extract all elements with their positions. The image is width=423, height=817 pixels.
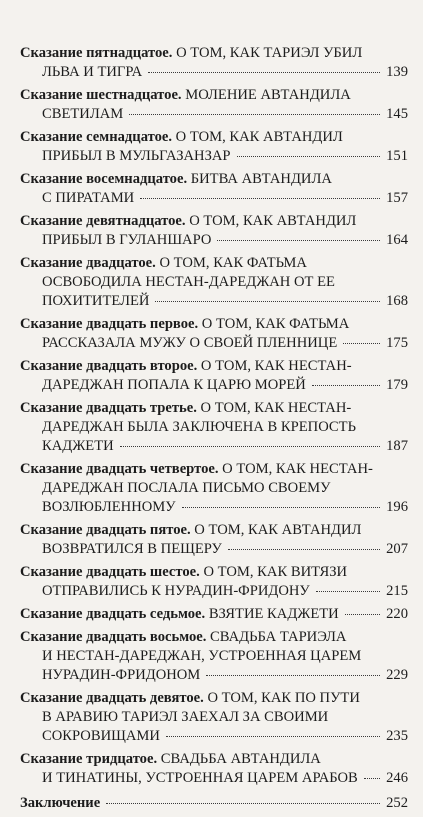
toc-entry-label: Сказание двадцать девятое. (20, 690, 204, 706)
toc-entry-label: Сказание двадцать пятое. (20, 522, 191, 538)
toc-entry-line (20, 105, 408, 124)
toc-entry-title: И НЕСТАН-ДАРЕДЖАН, УСТРОЕННАЯ ЦАРЕМ (42, 648, 362, 664)
toc-entry-title: СВАДЬБА АВТАНДИЛА (160, 751, 321, 767)
toc-entry[interactable] (20, 254, 408, 311)
toc-entry-line (20, 86, 408, 105)
toc-entry-title: ДАРЕДЖАН ПОСЛАЛА ПИСЬМО СВОЕМУ (42, 480, 331, 496)
toc-entry-title: О ТОМ, КАК ФАТЬМА (201, 316, 350, 332)
toc-entry-line (20, 44, 408, 63)
page-number: 196 (386, 499, 408, 515)
toc-entry[interactable] (20, 315, 408, 353)
toc-entry-label: Сказание девятнадцатое. (20, 213, 186, 229)
toc-entry-title: ОТПРАВИЛИСЬ К НУРАДИН-ФРИДОНУ (42, 583, 310, 599)
toc-entry-title: О ТОМ, КАК ФАТЬМА (159, 255, 307, 271)
toc-entry[interactable] (20, 563, 408, 601)
toc-entry-title: ДАРЕДЖАН ПОПАЛА К ЦАРЮ МОРЕЙ (42, 377, 306, 393)
toc-entry-title: О ТОМ, КАК НЕСТАН- (200, 400, 352, 416)
page-number: 187 (386, 438, 408, 454)
toc-entry-line (20, 315, 408, 334)
toc-entry[interactable] (20, 212, 408, 250)
toc-entry-line (20, 147, 408, 166)
toc-entry-line (20, 605, 408, 624)
toc-entry-label: Сказание двадцать четвертое. (20, 461, 219, 477)
dot-leader (166, 736, 380, 737)
toc-entry-title: ОСВОБОДИЛА НЕСТАН-ДАРЕДЖАН ОТ ЕЕ (42, 274, 335, 290)
toc-entry[interactable] (20, 628, 408, 685)
toc-entry-line (20, 521, 408, 540)
toc-entry-line (20, 292, 408, 311)
toc-entry[interactable] (20, 128, 408, 166)
toc-entry[interactable] (20, 521, 408, 559)
toc-entry-title: ПРИБЫЛ В МУЛЬГАЗАНЗАР (42, 148, 231, 164)
toc-entry-title: СОКРОВИЩАМИ (42, 728, 160, 744)
toc-entry-line (20, 189, 408, 208)
dot-leader (237, 156, 381, 157)
page-number: 215 (386, 583, 408, 599)
toc-entry-label: Сказание двадцать шестое. (20, 564, 200, 580)
toc-entry-line (20, 708, 408, 727)
toc-entry-title: СВЕТИЛАМ (42, 106, 124, 122)
page-number: 145 (386, 106, 408, 122)
toc-entry-line (20, 563, 408, 582)
toc-entry-label: Сказание шестнадцатое. (20, 87, 182, 103)
toc-entry-line (20, 647, 408, 666)
dot-leader (217, 240, 380, 241)
dot-leader (228, 549, 380, 550)
toc-entry-title: НУРАДИН-ФРИДОНОМ (42, 667, 201, 683)
toc-entry[interactable] (20, 689, 408, 746)
page-number: 207 (386, 541, 408, 557)
dot-leader (120, 446, 380, 447)
toc-entry-title: О ТОМ, КАК ВИТЯЗИ (203, 564, 348, 580)
dot-leader (312, 385, 380, 386)
dot-leader (148, 72, 380, 73)
toc-entry-line (20, 63, 408, 82)
toc-entry-label: Сказание двадцать восьмое. (20, 629, 207, 645)
toc-entry-title: ВЗЯТИЕ КАДЖЕТИ (208, 606, 339, 622)
toc-entry-title: ПРИБЫЛ В ГУЛАНШАРО (42, 232, 212, 248)
toc-entry-title: МОЛЕНИЕ АВТАНДИЛА (185, 87, 351, 103)
dot-leader (206, 675, 380, 676)
page-number: 151 (386, 148, 408, 164)
toc-entry-line (20, 666, 408, 685)
page-number: 220 (386, 606, 408, 622)
toc-entry-line (20, 334, 408, 353)
toc-entry-line (20, 460, 408, 479)
page-number: 175 (386, 335, 408, 351)
toc-entry-line (20, 479, 408, 498)
toc-entry[interactable] (20, 605, 408, 624)
dot-leader (182, 507, 381, 508)
toc-entry-title: СВАДЬБА ТАРИЭЛА (210, 629, 347, 645)
toc-entry[interactable] (20, 44, 408, 82)
page-number: 252 (386, 795, 408, 811)
toc-entry[interactable] (20, 460, 408, 517)
table-of-contents (20, 44, 408, 817)
toc-entry-line (20, 357, 408, 376)
toc-entry-title: ЛЬВА И ТИГРА (42, 64, 143, 80)
toc-entry-line (20, 582, 408, 601)
toc-entry-title: ДАРЕДЖАН БЫЛА ЗАКЛЮЧЕНА В КРЕПОСТЬ (42, 419, 356, 435)
toc-entry-title: ВОЗЛЮБЛЕННОМУ (42, 499, 176, 515)
toc-entry[interactable] (20, 357, 408, 395)
toc-entry-title: БИТВА АВТАНДИЛА (190, 171, 332, 187)
toc-entry[interactable] (20, 170, 408, 208)
toc-entry-line (20, 750, 408, 769)
toc-entry-label: Сказание двадцать третье. (20, 400, 197, 416)
toc-entry-title: И ТИНАТИНЫ, УСТРОЕННАЯ ЦАРЕМ АРАБОВ (42, 770, 358, 786)
toc-entry-line (20, 212, 408, 231)
dot-leader (106, 803, 380, 804)
page-number: 246 (386, 770, 408, 786)
page-number: 235 (386, 728, 408, 744)
toc-entry-line (20, 769, 408, 788)
toc-entry-label: Сказание двадцатое. (20, 255, 156, 271)
page-number: 139 (386, 64, 408, 80)
dot-leader (343, 343, 380, 344)
page-number: 157 (386, 190, 408, 206)
dot-leader (316, 591, 380, 592)
toc-entry-title: О ТОМ, КАК ПО ПУТИ (207, 690, 360, 706)
toc-entry-line (20, 231, 408, 250)
toc-entry-label: Сказание восемнадцатое. (20, 171, 188, 187)
dot-leader (140, 198, 380, 199)
toc-entry-label: Сказание двадцать первое. (20, 316, 199, 332)
toc-entry[interactable] (20, 750, 408, 788)
page-number: 229 (386, 667, 408, 683)
toc-entry-line (20, 128, 408, 147)
toc-entry-line (20, 727, 408, 746)
toc-entry[interactable] (20, 86, 408, 124)
toc-entry-line (20, 399, 408, 418)
toc-entry-line (20, 794, 408, 813)
toc-entry-title: О ТОМ, КАК АВТАНДИЛ (189, 213, 357, 229)
page-number: 179 (386, 377, 408, 393)
toc-entry-line (20, 540, 408, 559)
dot-leader (364, 778, 380, 779)
toc-entry-label: Сказание пятнадцатое. (20, 45, 173, 61)
toc-entry-title: О ТОМ, КАК АВТАНДИЛ (175, 129, 343, 145)
toc-entry-line (20, 170, 408, 189)
toc-entry-title: О ТОМ, КАК АВТАНДИЛ (194, 522, 362, 538)
toc-entry-line (20, 418, 408, 437)
toc-entry-title: О ТОМ, КАК ТАРИЭЛ УБИЛ (176, 45, 363, 61)
toc-entry-title: О ТОМ, КАК НЕСТАН- (222, 461, 373, 477)
toc-entry-line (20, 437, 408, 456)
toc-entry-label: Заключение (20, 795, 101, 811)
toc-entry-line (20, 376, 408, 395)
toc-entry-line (20, 254, 408, 273)
toc-entry-title: ВОЗВРАТИЛСЯ В ПЕЩЕРУ (42, 541, 222, 557)
toc-entry-title: ПОХИТИТЕЛЕЙ (42, 293, 150, 309)
dot-leader (129, 114, 380, 115)
toc-entry-label: Сказание семнадцатое. (20, 129, 173, 145)
toc-entry[interactable] (20, 399, 408, 456)
toc-entry-line (20, 273, 408, 292)
toc-entry-title: С ПИРАТАМИ (42, 190, 135, 206)
toc-entry-label: Сказание двадцать второе. (20, 358, 198, 374)
toc-entry-line (20, 498, 408, 517)
dot-leader (155, 301, 380, 302)
toc-entry-title: О ТОМ, КАК НЕСТАН- (200, 358, 352, 374)
page-number: 164 (386, 232, 408, 248)
toc-entry-line (20, 628, 408, 647)
toc-entry-label: Сказание двадцать седьмое. (20, 606, 206, 622)
toc-entry-title: РАССКАЗАЛА МУЖУ О СВОЕЙ ПЛЕННИЦЕ (42, 335, 338, 351)
page-number: 168 (386, 293, 408, 309)
toc-entry[interactable] (20, 794, 408, 813)
toc-entry-label: Сказание тридцатое. (20, 751, 158, 767)
dot-leader (345, 614, 380, 615)
toc-entry-title: КАДЖЕТИ (42, 438, 114, 454)
toc-entry-title: В АРАВИЮ ТАРИЭЛ ЗАЕХАЛ ЗА СВОИМИ (42, 709, 329, 725)
